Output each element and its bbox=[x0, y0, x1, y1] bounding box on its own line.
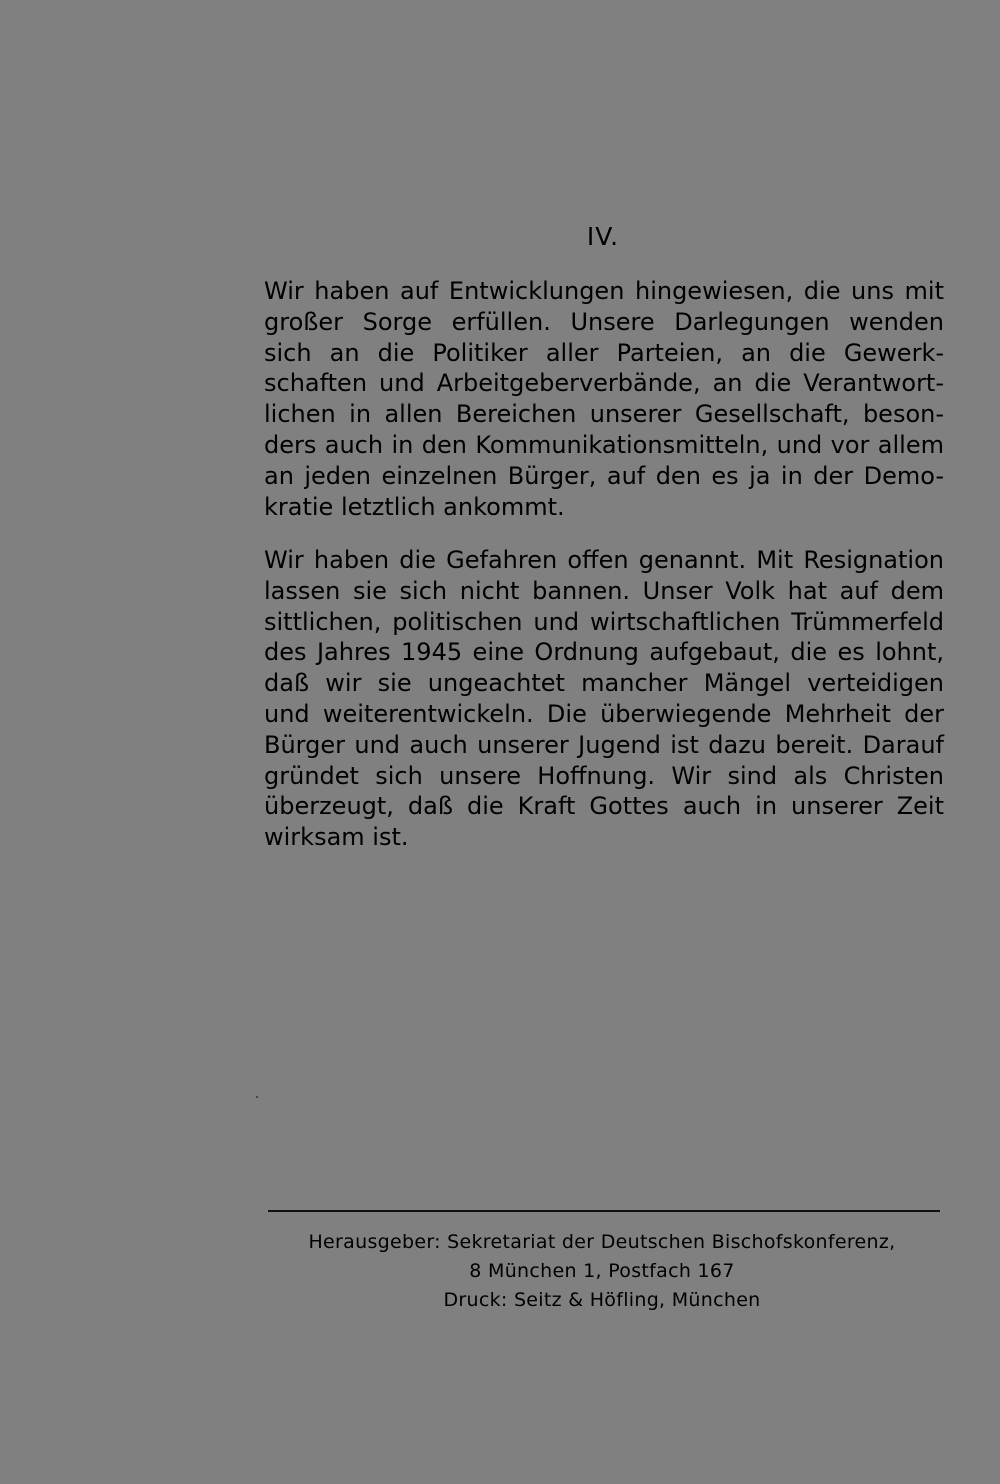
paragraph-line: kratie letztlich ankommt. bbox=[264, 492, 565, 521]
paragraph-line: großer Sorge erfüllen. Unsere Darlegungen wenden bbox=[264, 307, 944, 336]
paragraph-line: lichen in allen Bereichen unserer Gesellschaft, beson- bbox=[264, 400, 944, 429]
paragraph-line: überzeugt, daß die Kraft Gottes auch in unserer Zeit bbox=[264, 792, 944, 821]
paragraph-line: ders auch in den Kommunikationsmitteln, und vor allem bbox=[264, 430, 944, 459]
paragraph-line: Bürger und auch unserer Jugend ist dazu bereit. Darauf bbox=[264, 730, 944, 759]
paragraph-line: gründet sich unsere Hoffnung. Wir sind als Christen bbox=[264, 761, 944, 790]
paragraph-line: schaften und Arbeitgeberverbände, an die Verantwort- bbox=[264, 369, 944, 398]
paragraph-line: lassen sie sich nicht bannen. Unser Volk hat auf dem bbox=[264, 576, 944, 605]
paragraph-1 bbox=[264, 276, 944, 522]
paragraph-line: an jeden einzelnen Bürger, auf den es ja in der Demo- bbox=[264, 461, 944, 490]
section-heading: IV. bbox=[586, 222, 620, 251]
imprint-divider bbox=[268, 1210, 940, 1212]
paragraph-line: daß wir sie ungeachtet mancher Mängel verteidigen bbox=[264, 669, 944, 698]
paragraph-line: und weiterentwickeln. Die überwiegende Mehrheit der bbox=[264, 699, 944, 728]
imprint-printer: Druck: Seitz & Höfling, München bbox=[443, 1289, 761, 1311]
paragraph-line: des Jahres 1945 eine Ordnung aufgebaut, die es lohnt, bbox=[264, 638, 944, 667]
paragraph-line: sich an die Politiker aller Parteien, an die Gewerk- bbox=[264, 338, 944, 367]
imprint-publisher: Herausgeber: Sekretariat der Deutschen Bischofskonferenz, bbox=[308, 1231, 896, 1253]
paragraph-line: sittlichen, politischen und wirtschaftlichen Trümmerfeld bbox=[264, 607, 944, 636]
paragraph-line: Wir haben auf Entwicklungen hingewiesen, die uns mit bbox=[264, 277, 944, 305]
scan-speck bbox=[256, 1096, 258, 1098]
paragraph-line: wirksam ist. bbox=[264, 823, 409, 852]
paragraph-2 bbox=[264, 545, 944, 853]
paragraph-line: Wir haben die Gefahren offen genannt. Mit Resignation bbox=[264, 546, 944, 574]
imprint-block bbox=[250, 1228, 950, 1315]
imprint-address: 8 München 1, Postfach 167 bbox=[469, 1260, 735, 1282]
